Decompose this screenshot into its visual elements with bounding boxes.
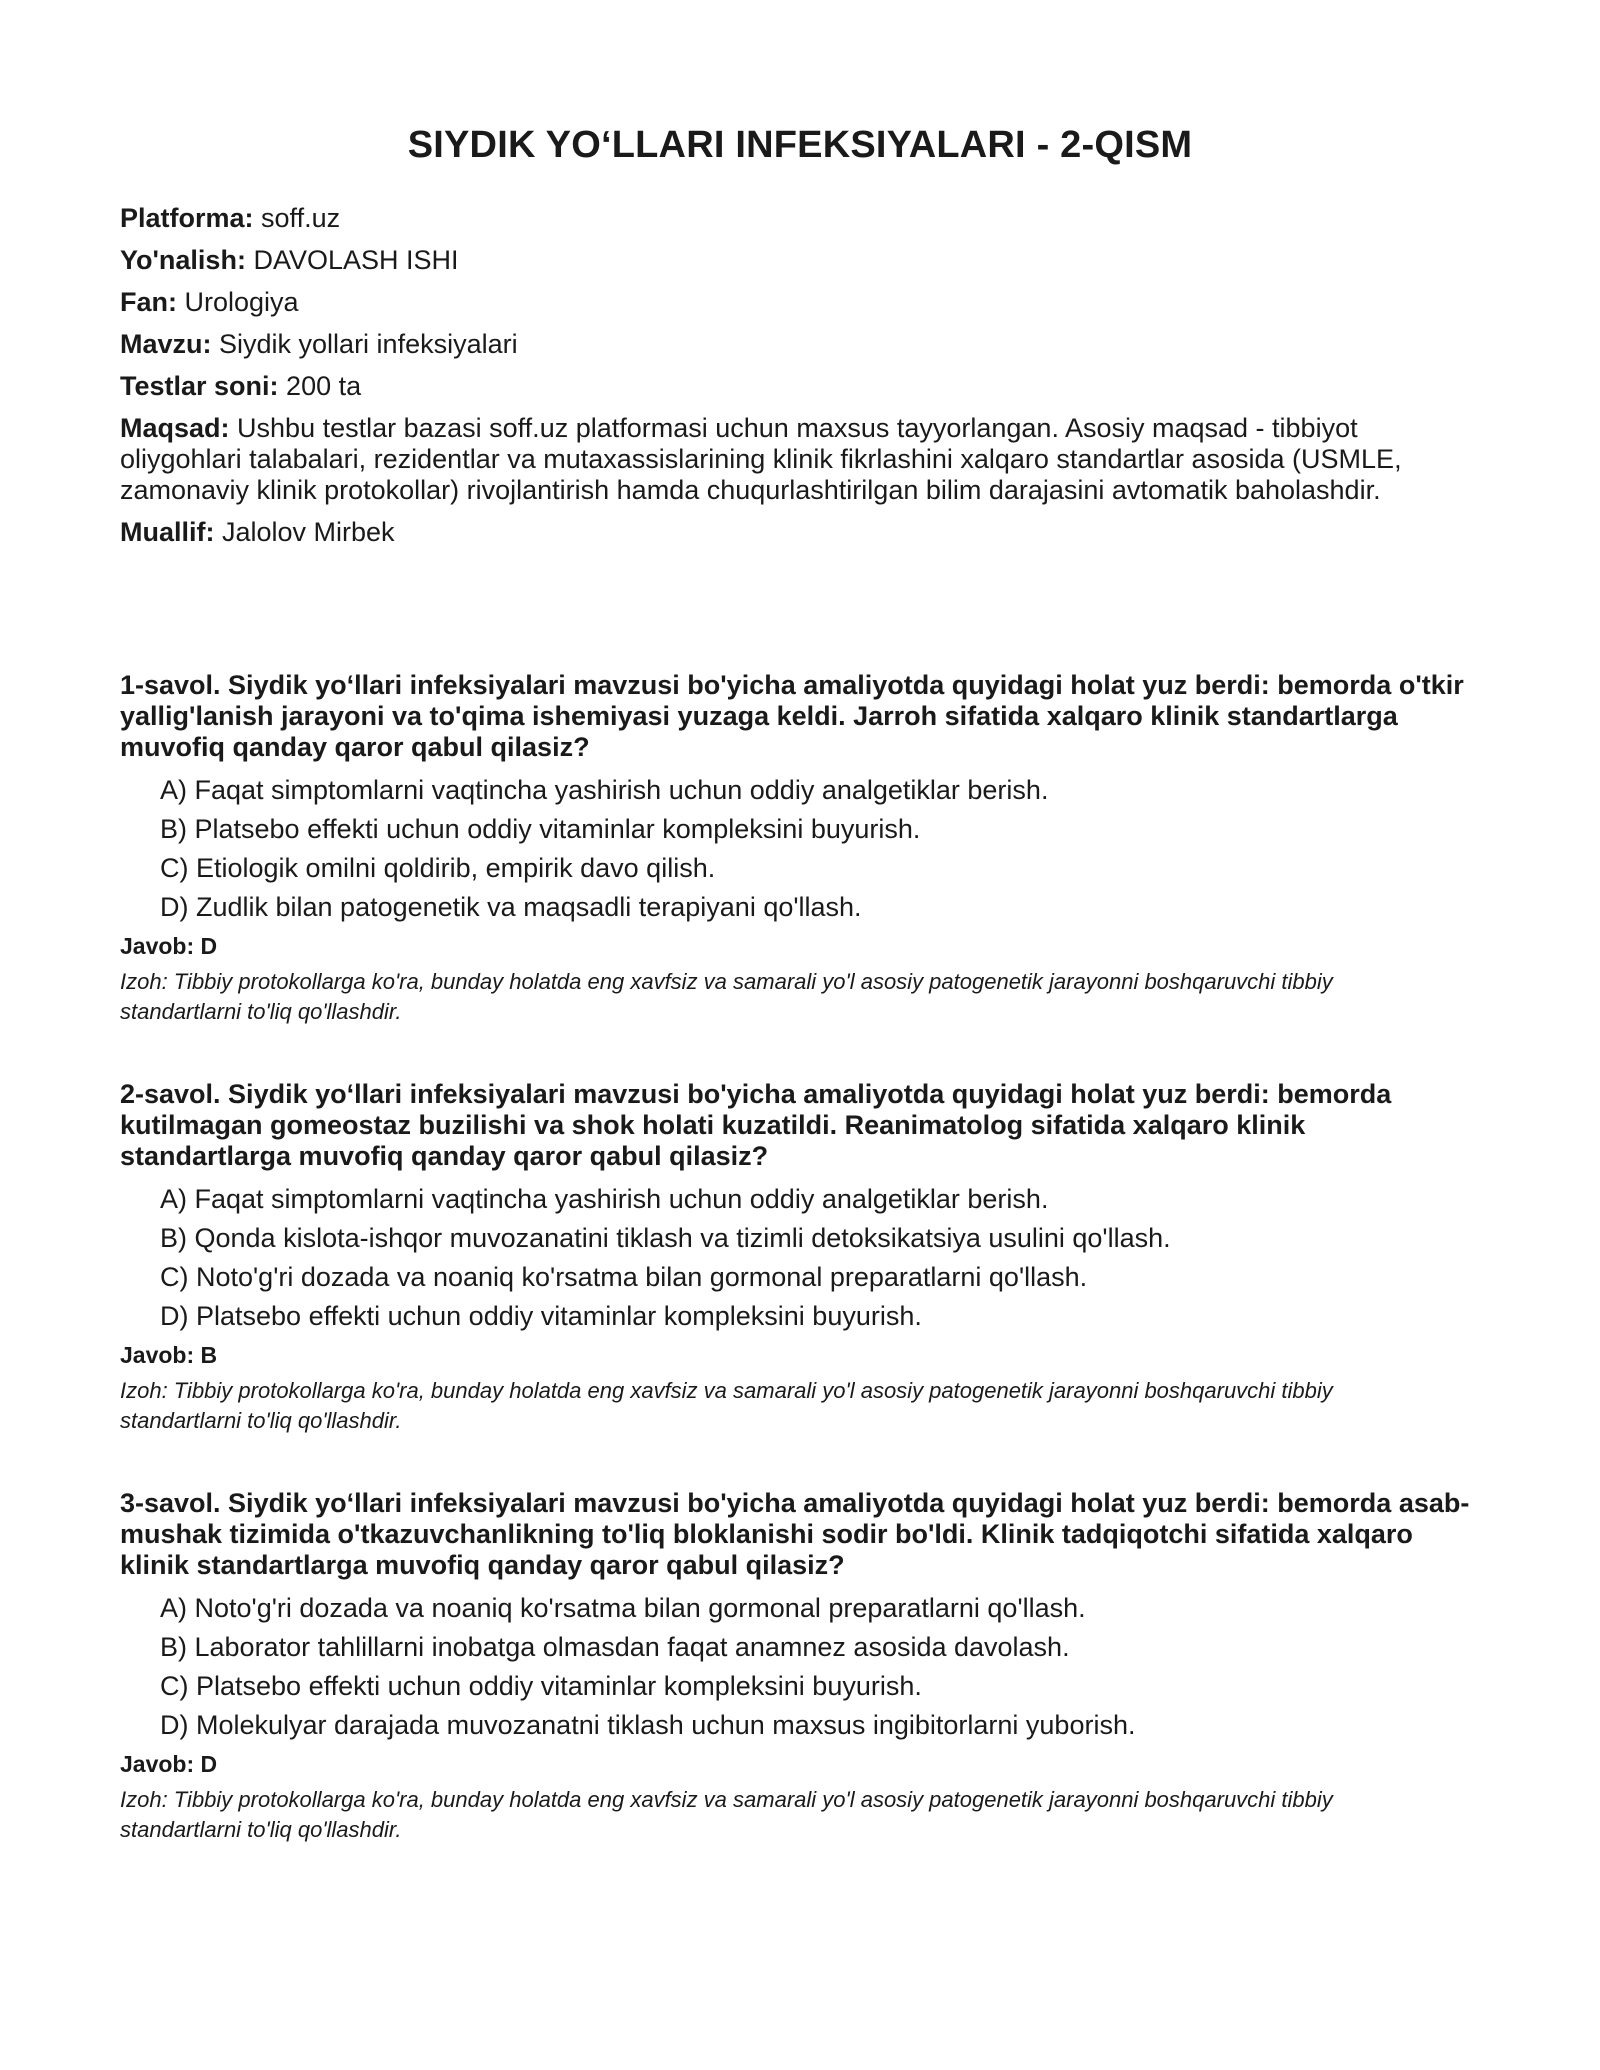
meta-label: Muallif: (120, 517, 215, 547)
question-3 (120, 1488, 1480, 1845)
answer: Javob: B (120, 1342, 218, 1368)
options-list (120, 775, 1480, 923)
explanation: Izoh: Tibbiy protokollarga ko'ra, bunday holatda eng xavfsiz va samarali yo'l asosiy patogenetik jarayonni boshqaruvchi tibbiy standartlarni to'liq qo'llashdir. (120, 1378, 1333, 1433)
meta-label: Yo'nalish: (120, 245, 246, 275)
option-a: A) Faqat simptomlarni vaqtincha yashirish uchun oddiy analgetiklar berish. (160, 775, 1049, 805)
meta-value: Ushbu testlar bazasi soff.uz platformasi uchun maxsus tayyorlangan. Asosiy maqsad - tibbiyot oliygohlari talabalari, rezidentlar va mutaxassislarining klinik fikrlashini xalqaro standartlar asosida (USMLE, zamonaviy klinik protokollar) rivojlantirish hamda chuqurlashtirilgan bilim darajasini avtomatik baholashdir. (120, 413, 1402, 505)
meta-label: Testlar soni: (120, 371, 279, 401)
option-d: D) Zudlik bilan patogenetik va maqsadli terapiyani qo'llash. (160, 892, 862, 922)
meta-goal (120, 413, 1480, 506)
meta-value: Jalolov Mirbek (214, 517, 395, 547)
question-2 (120, 1079, 1480, 1436)
meta-label: Fan: (120, 287, 177, 317)
answer: Javob: D (120, 1751, 218, 1777)
option-b: B) Qonda kislota-ishqor muvozanatini tiklash va tizimli detoksikatsiya usulini qo'llash. (160, 1223, 1171, 1253)
meta-direction (120, 245, 1480, 276)
explanation: Izoh: Tibbiy protokollarga ko'ra, bunday holatda eng xavfsiz va samarali yo'l asosiy patogenetik jarayonni boshqaruvchi tibbiy standartlarni to'liq qo'llashdir. (120, 969, 1333, 1024)
option-b: B) Laborator tahlillarni inobatga olmasdan faqat anamnez asosida davolash. (160, 1632, 1070, 1662)
options-list (120, 1593, 1480, 1741)
meta-platform (120, 203, 1480, 234)
meta-value: soff.uz (253, 203, 341, 233)
meta-topic (120, 329, 1480, 360)
option-c: C) Noto'g'ri dozada va noaniq ko'rsatma bilan gormonal preparatlarni qo'llash. (160, 1262, 1088, 1292)
options-list (120, 1184, 1480, 1332)
explanation: Izoh: Tibbiy protokollarga ko'ra, bunday holatda eng xavfsiz va samarali yo'l asosiy patogenetik jarayonni boshqaruvchi tibbiy standartlarni to'liq qo'llashdir. (120, 1787, 1333, 1842)
meta-test-count (120, 371, 1480, 402)
option-d: D) Platsebo effekti uchun oddiy vitaminlar kompleksini buyurish. (160, 1301, 922, 1331)
meta-label: Maqsad: (120, 413, 230, 443)
meta-value: Siydik yollari infeksiyalari (211, 329, 518, 359)
option-b: B) Platsebo effekti uchun oddiy vitaminlar kompleksini buyurish. (160, 814, 921, 844)
meta-subject (120, 287, 1480, 318)
option-c: C) Etiologik omilni qoldirib, empirik davo qilish. (160, 853, 716, 883)
option-a: A) Noto'g'ri dozada va noaniq ko'rsatma bilan gormonal preparatlarni qo'llash. (160, 1593, 1086, 1623)
meta-label: Mavzu: (120, 329, 212, 359)
option-c: C) Platsebo effekti uchun oddiy vitaminlar kompleksini buyurish. (160, 1671, 922, 1701)
option-d: D) Molekulyar darajada muvozanatni tiklash uchun maxsus ingibitorlarni yuborish. (160, 1710, 1136, 1740)
question-text: 3-savol. Siydik yo‘llari infeksiyalari mavzusi bo'yicha amaliyotda quyidagi holat yuz berdi: bemorda asab-mushak tizimida o'tkazuvchanlikning to'liq bloklanishi sodir bo'ldi. Klinik tadqiqotchi sifatida xalqaro klinik standartlarga muvofiq qanday qaror qabul qilasiz? (120, 1488, 1470, 1580)
meta-info (120, 203, 1480, 559)
question-list (120, 670, 1480, 1897)
question-text: 2-savol. Siydik yo‘llari infeksiyalari mavzusi bo'yicha amaliyotda quyidagi holat yuz berdi: bemorda kutilmagan gomeostaz buzilishi va shok holati kuzatildi. Reanimatolog sifatida xalqaro klinik standartlarga muvofiq qanday qaror qabul qilasiz? (120, 1079, 1392, 1171)
question-text: 1-savol. Siydik yo‘llari infeksiyalari mavzusi bo'yicha amaliyotda quyidagi holat yuz berdi: bemorda o'tkir yallig'lanish jarayoni va to'qima ishemiyasi yuzaga keldi. Jarroh sifatida xalqaro klinik standartlarga muvofiq qanday qaror qabul qilasiz? (120, 670, 1464, 762)
meta-author (120, 517, 1480, 548)
meta-value: Urologiya (177, 287, 299, 317)
page-title: SIYDIK YO‘LLARI INFEKSIYALARI - 2-QISM (407, 124, 1193, 166)
meta-value: 200 ta (278, 371, 362, 401)
answer: Javob: D (120, 933, 218, 959)
question-1 (120, 670, 1480, 1027)
meta-value: DAVOLASH ISHI (245, 245, 459, 275)
meta-label: Platforma: (120, 203, 254, 233)
option-a: A) Faqat simptomlarni vaqtincha yashirish uchun oddiy analgetiklar berish. (160, 1184, 1049, 1214)
